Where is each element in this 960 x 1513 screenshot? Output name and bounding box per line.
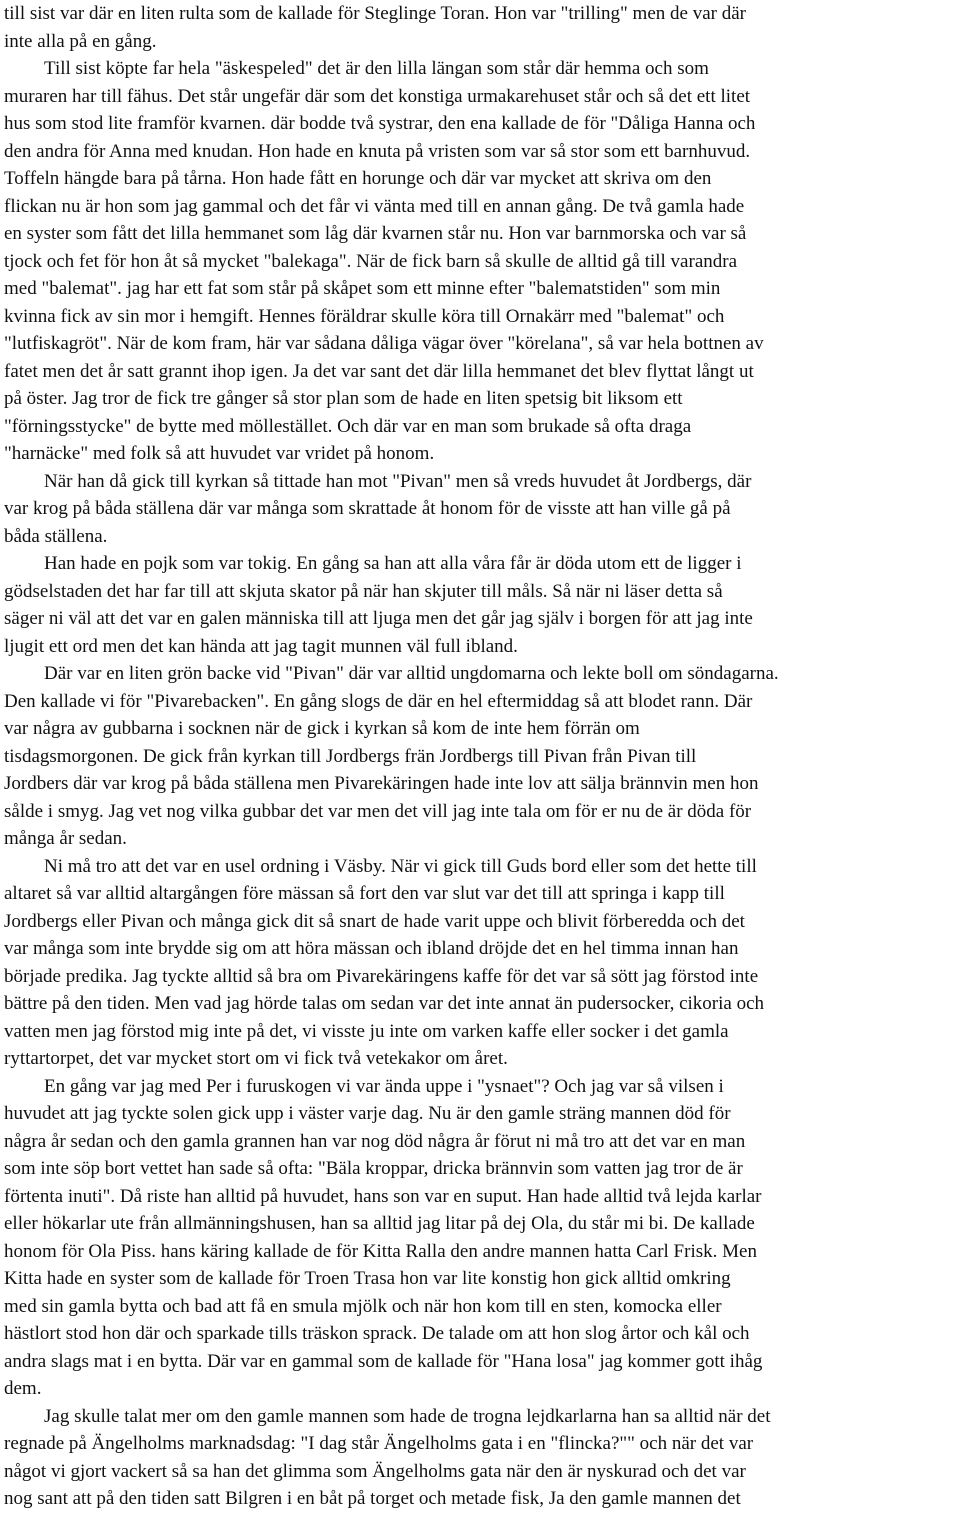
paragraph [4, 550, 956, 660]
document-page [4, 0, 956, 1513]
text-line: Jordbergs eller Pivan och många gick dit så snart de hade varit uppe och blivit förberedda och det [4, 910, 745, 932]
text-line: Där var en liten grön backe vid "Pivan" där var alltid ungdomarna och lekte boll om söndagarna. [44, 663, 779, 684]
text-line: Till sist köpte far hela "äskespeled" det är den lilla längan som står där hemma och som [44, 58, 709, 79]
text-line: En gång var jag med Per i furuskogen vi var ända uppe i "ysnaet"? Och jag var så vilsen i [44, 1075, 724, 1097]
text-line: till sist var där en liten rulta som de kallade för Steglinge Toran. Hon var "trilling" men de var där [4, 3, 746, 24]
text-line: den andra för Anna med knudan. Hon hade en knuta på vristen som var så stor som ett barnhuvud. [4, 140, 751, 162]
text-line: bättre på den tiden. Men vad jag hörde talas om sedan var det inte annat än pudersocker, cikoria och [4, 993, 765, 1014]
text-line: var några av gubbarna i socknen när de gick i kyrkan så kom de inte hem förrän om [4, 718, 640, 739]
text-line: som inte söp bort vettet han sade så ofta: "Bäla kroppar, dricka brännvin som vatten jag tror de är [4, 1158, 743, 1179]
text-line: regnade på Ängelholms marknadsdag: "I dag står Ängelholms gata i en "flincka?"" och när det var [4, 1433, 754, 1454]
text-line: förtenta inuti". Då riste han alltid på huvudet, hans son var en suput. Han hade alltid två lejda karlar [4, 1185, 762, 1207]
text-line: hästlort stod hon där och sparkade tills träskon sprack. De talade om att hon slog årtor och kål och [4, 1323, 750, 1344]
text-line: fatet men det år satt grannt ihop igen. Ja det var sant det där lilla hemmanet det blev flyttat långt ut [4, 360, 754, 382]
text-line: tjock och fet för hon åt så mycket "balekaga". När de fick barn så skulle de alltid gå till varandra [4, 250, 738, 272]
text-line: några år sedan och den gamla grannen han var nog död några år förut ni må tro att det var en man [4, 1130, 746, 1152]
text-line: hus som stod lite framför kvarnen. där bodde två systrar, den ena kallade de för "Dåliga Hanna och [4, 113, 756, 134]
paragraph [4, 853, 956, 1073]
text-line: något vi gjort vackert så sa han det glimma som Ängelholms gata när den är nyskurad och det var [4, 1460, 746, 1482]
text-line: Toffeln hängde bara på tårna. Hon hade fått en horunge och där var mycket att skriva om den [4, 168, 712, 189]
text-line: många år sedan. [4, 828, 127, 849]
text-line: ljugit ett ord men det kan hända att jag tagit munnen väl full ibland. [4, 635, 518, 657]
text-line: tisdagsmorgonen. De gick från kyrkan till Jordbergs frän Jordbergs till Pivan från Pivan till [4, 745, 697, 767]
text-line: ryttartorpet, det var mycket stort om vi fick två vetekakor om året. [4, 1048, 508, 1069]
text-line: med "balemat". jag har ett fat som står på skåpet som ett minne efter "balematstiden" som min [4, 278, 721, 299]
text-line: "lutfiskagröt". När de kom fram, här var sådana dåliga vägar över "körelana", så var hela bottnen av [4, 333, 764, 354]
text-line: dem. [4, 1378, 42, 1399]
paragraph [4, 1073, 956, 1403]
text-line: Den kallade vi för "Pivarebacken". En gång slogs de där en hel eftermiddag så att blodet rann. Där [4, 690, 753, 712]
text-line: var många som inte brydde sig om att höra mässan och ibland dröjde det en hel timma innan han [4, 938, 739, 959]
text-line: en syster som fått det lilla hemmanet som låg där kvarnen står nu. Hon var barnmorska och var så [4, 223, 747, 244]
text-line: Han hade en pojk som var tokig. En gång sa han att alla våra får är döda utom ett de ligger i [44, 553, 742, 574]
text-line: säger ni väl att det var en galen människa till att ljuga men det går jag själv i borgen för att jag inte [4, 608, 753, 629]
paragraph [4, 1403, 956, 1513]
paragraph [4, 468, 956, 551]
text-line: muraren har till fähus. Det står ungefär där som det konstiga urmakarehuset står och så det ett litet [4, 85, 751, 107]
text-line: båda ställena. [4, 525, 108, 547]
text-line: När han då gick till kyrkan så tittade han mot "Pivan" men så vreds huvudet åt Jordbergs, där [44, 470, 752, 492]
text-line: sålde i smyg. Jag vet nog vilka gubbar det var men det vill jag inte tala om för er nu de är döda för [4, 800, 752, 822]
text-line: eller hökarlar ute från allmänningshusen, han sa alltid jag litar på dej Ola, du står mi bi. De kallade [4, 1213, 755, 1234]
text-line: honom för Ola Piss. hans käring kallade de för Kitta Ralla den andre mannen hatta Carl Frisk. Men [4, 1240, 757, 1262]
text-line: huvudet att jag tyckte solen gick upp i väster varje dag. Nu är den gamle sträng mannen död för [4, 1103, 731, 1124]
text-line: var krog på båda ställena där var många som skrattade åt honom för de visste att han ville gå på [4, 498, 731, 519]
text-line: med sin gamla bytta och bad att få en smula mjölk och när hon kom till en sten, komocka eller [4, 1295, 722, 1317]
text-line: Ni må tro att det var en usel ordning i Väsby. När vi gick till Guds bord eller som det hette till [44, 855, 757, 877]
text-line: andra slags mat i en bytta. Där var en gammal som de kallade för "Hana losa" jag kommer gott ihåg [4, 1350, 763, 1372]
text-line: Jordbers där var krog på båda ställena men Pivarekäringen hade inte lov att sälja brännvin men hon [4, 773, 759, 794]
text-line: "förningsstycke" de bytte med möllestället. Och där var en man som brukade så ofta draga [4, 415, 692, 437]
text-line: Kitta hade en syster som de kallade för Troen Trasa hon var lite konstig hon gick alltid omkring [4, 1268, 731, 1289]
text-line: "harnäcke" med folk så att huvudet var vridet på honom. [4, 443, 435, 464]
text-line: Jag skulle talat mer om den gamle mannen som hade de trogna lejdkarlarna han sa alltid när det [44, 1405, 771, 1427]
text-line: på öster. Jag tror de fick tre gånger så stor plan som de hade en liten spetsig bit liksom ett [4, 388, 683, 409]
text-line: inte alla på en gång. [4, 30, 157, 52]
paragraph [4, 0, 956, 468]
text-line: kvinna fick av sin mor i hemgift. Hennes föräldrar skulle köra till Ornakärr med "balemat" och [4, 305, 725, 327]
paragraph [4, 660, 956, 853]
text-line: gödselstaden det har far till att skjuta skator på när han skjuter till måls. Så när ni läser detta så [4, 580, 723, 602]
text-line: altaret så var alltid altargången före mässan så fort den var slut var det till att springa i kapp till [4, 883, 725, 904]
text-line: nog sant att på den tiden satt Bilgren i en båt på torget och metade fisk, Ja den gamle mannen det [4, 1488, 741, 1509]
text-line: vatten men jag förstod mig inte på det, vi visste ju inte om varken kaffe eller socker i det gamla [4, 1020, 729, 1042]
text-line: flickan nu är hon som jag gammal och det får vi vänta med till en annan gång. De två gamla hade [4, 195, 745, 217]
text-line: började predika. Jag tyckte alltid så bra om Pivarekäringens kaffe för det var så sött jag förstod inte [4, 965, 759, 987]
